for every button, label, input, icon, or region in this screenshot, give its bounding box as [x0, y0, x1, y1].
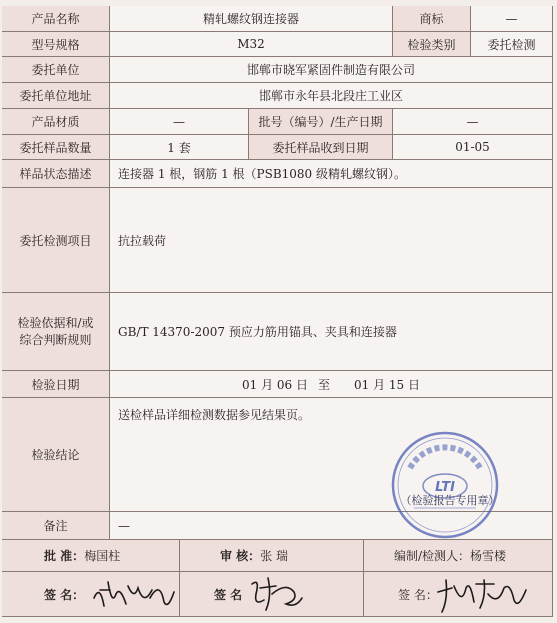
test-items-value: 抗拉载荷 — [110, 188, 553, 293]
sample-qty-label: 委托样品数量 — [2, 135, 110, 160]
remarks-value: — — [110, 512, 553, 540]
trademark-label: 商标 — [393, 6, 471, 32]
remarks-label: 备注 — [2, 512, 110, 540]
sample-state-value: 连接器 1 根，钢筋 1 根（PSB1080 级精轧螺纹钢）。 — [110, 160, 553, 188]
conclusion-value: 送检样品详细检测数据参见结果页。 — [110, 398, 553, 512]
review-name: 张 瑞 — [260, 549, 289, 563]
test-date-to: 01 月 15 日 — [354, 377, 420, 392]
review-cell — [180, 540, 364, 572]
test-date-label: 检验日期 — [2, 371, 110, 398]
basis-label-line-1: 检验依据和/或 — [17, 315, 94, 330]
basis-value: GB/T 14370-2007 预应力筋用锚具、夹具和连接器 — [110, 293, 553, 371]
test-date-from: 01 月 06 日 — [242, 377, 308, 392]
test-items-label: 委托检测项目 — [2, 188, 110, 293]
approve-label: 批 准： — [44, 549, 85, 563]
material-label: 产品材质 — [2, 109, 110, 135]
editor-label: 编制/检测人： — [394, 549, 471, 563]
model-value: M32 — [110, 32, 393, 57]
sign-label-2: 签 名 — [214, 587, 243, 602]
signature-approver — [90, 576, 178, 616]
client-address-label: 委托单位地址 — [2, 83, 110, 109]
editor-name: 杨雪楼 — [470, 549, 507, 563]
approve-name: 梅国柱 — [84, 549, 121, 563]
batch-label: 批号（编号）/生产日期 — [249, 109, 393, 135]
inspection-type-label: 检验类别 — [393, 32, 471, 57]
approve-cell — [2, 540, 180, 572]
conclusion-label: 检验结论 — [2, 398, 110, 512]
stamp-logo: LTI — [435, 480, 455, 495]
sign-label-3: 签 名： — [398, 587, 438, 602]
client-value: 邯郸市晓军紧固件制造有限公司 — [110, 57, 553, 83]
batch-value: — — [393, 109, 553, 135]
received-date-value: 01-05 — [393, 135, 553, 160]
review-label: 审 核： — [220, 549, 261, 563]
stamp-caption: （检验报告专用章） — [400, 494, 500, 507]
basis-label-line-2: 综合判断规则 — [19, 332, 92, 347]
sign-label-1: 签 名： — [44, 587, 85, 602]
basis-label — [2, 293, 110, 371]
trademark-value: — — [471, 6, 553, 32]
test-date-value — [110, 371, 553, 398]
editor-cell — [364, 540, 553, 572]
client-label: 委托单位 — [2, 57, 110, 83]
sample-qty-value: 1 套 — [110, 135, 249, 160]
product-name-value: 精轧螺纹钢连接器 — [110, 6, 393, 32]
material-value: — — [110, 109, 249, 135]
test-date-to-word: 至 — [317, 377, 330, 392]
inspection-report — [2, 6, 553, 623]
model-label: 型号规格 — [2, 32, 110, 57]
signature-reviewer — [246, 574, 306, 616]
inspection-type-value: 委托检测 — [471, 32, 553, 57]
signature-editor — [434, 576, 530, 616]
client-address-value: 邯郸市永年县北段庄工业区 — [110, 83, 553, 109]
product-name-label: 产品名称 — [2, 6, 110, 32]
official-stamp — [390, 430, 500, 540]
sample-state-label: 样品状态描述 — [2, 160, 110, 188]
received-date-label: 委托样品收到日期 — [249, 135, 393, 160]
